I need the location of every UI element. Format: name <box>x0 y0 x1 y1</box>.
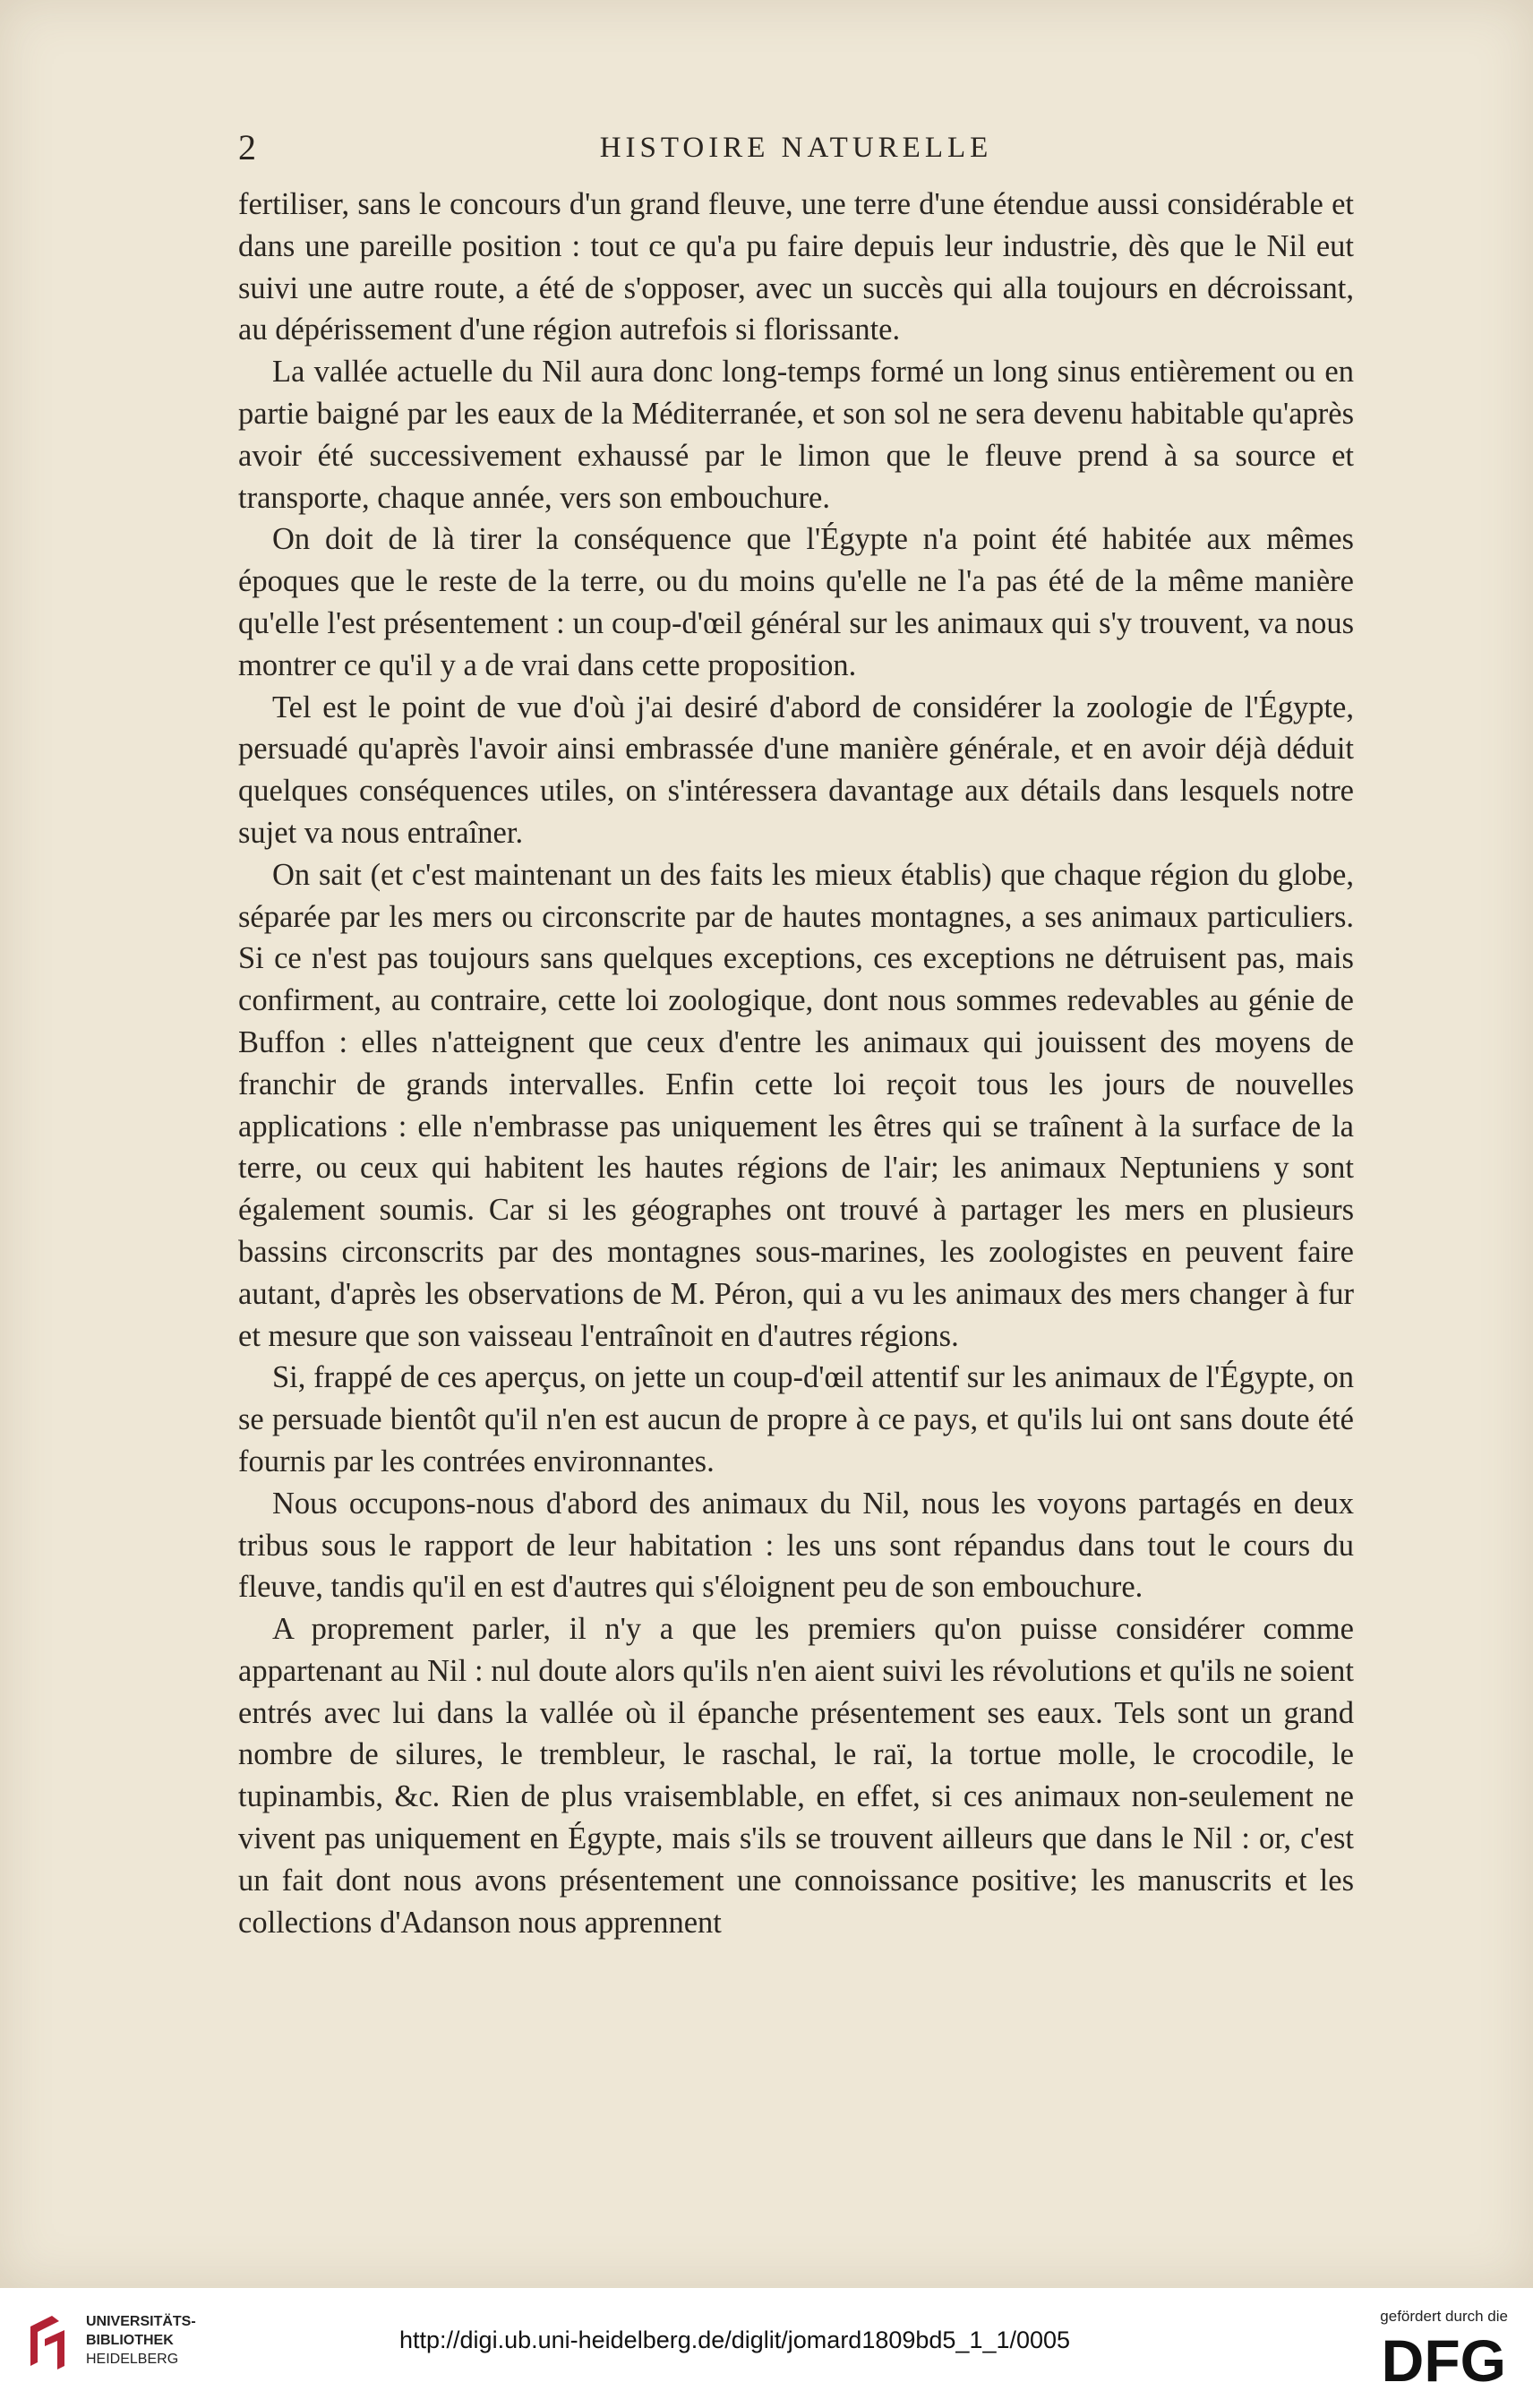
library-name-line-1: UNIVERSITÄTS- <box>86 2314 196 2329</box>
funder-credit <box>1329 2308 1508 2391</box>
dfg-logo-text: DFG <box>1381 2329 1506 2387</box>
book-bracket-icon <box>25 2312 70 2369</box>
funder-label: gefördert durch die <box>1380 2308 1508 2325</box>
paragraph-3: On doit de là tirer la conséquence que l'Égypte n'a point été habitée aux mêmes époques que le reste de la terre, ou du moins qu'elle ne l'a pas été de la même manière qu'elle l'est présentement : un coup-d'œil général sur les animaux qui s'y trouvent, va nous montrer ce qu'il y a de vrai dans cette proposition. <box>238 522 1354 682</box>
dfg-logo <box>1356 2329 1508 2387</box>
library-name-line-2: BIBLIOTHEK <box>86 2333 174 2348</box>
paragraph-5: On sait (et c'est maintenant un des faits les mieux établis) que chaque région du globe, séparée par les mers ou circonscrite par de hautes montagnes, a ses animaux particuliers. Si ce n'est pas toujours sans quelques exceptions, ces exceptions ne détruisent pas, mais confirment, au contraire, cette loi zoologique, dont nous sommes redevables au génie de Buffon : elles n'atteignent que ceux d'entre les animaux qui jouissent des moyens de franchir de grands intervalles. Enfin cette loi reçoit tous les jours de nouvelles applications : elle n'embrasse pas uniquement les êtres qui se traînent à la surface de la terre, ou ceux qui habitent les hautes régions de l'air; les animaux Neptuniens y sont également soumis. Car si les géographes ont trouvé à partager les mers en plusieurs bassins circonscrits par des montagnes sous-marines, les zoologistes en peuvent faire autant, d'après les observations de M. Péron, qui a vu les animaux des mers changer à fur et mesure que son vaisseau l'entraînoit en d'autres régions. <box>238 857 1354 1353</box>
paragraph-2: La vallée actuelle du Nil aura donc long-temps formé un long sinus entièrement ou en partie baigné par les eaux de la Méditerranée, et son sol ne sera devenu habitable qu'après avoir été successivement exhaussé par le limon que le fleuve prend à sa source et transporte, chaque année, vers son embouchure. <box>238 355 1354 515</box>
paragraph-8: A proprement parler, il n'y a que les premiers qu'on puisse considérer comme appartenant au Nil : nul doute alors qu'ils n'en aient suivi les révolutions et qu'ils ne soient entrés avec lui dans la vallée où il épanche présentement ses eaux. Tels sont un grand nombre de silures, le trembleur, le raschal, le raï, la tortue molle, le crocodile, le tupinambis, &c. Rien de plus vraisemblable, en effet, si ces animaux non-seulement ne vivent pas uniquement en Égypte, mais s'ils se trouvent ailleurs que dans le Nil : or, c'est un fait dont nous avons présentement une connoissance positive; les manuscrits et les collections d'Adanson nous apprennent <box>238 1612 1354 1940</box>
body-text <box>238 184 1354 1943</box>
library-name-line-3: HEIDELBERG <box>86 2352 179 2367</box>
paragraph-7: Nous occupons-nous d'abord des animaux du Nil, nous les voyons partagés en deux tribus sous le rapport de leur habitation : les uns sont répandus dans tout le cours du fleuve, tandis qu'il en est d'autres qui s'éloignent peu de son embouchure. <box>238 1486 1354 1605</box>
paragraph-4: Tel est le point de vue d'où j'ai desiré d'abord de considérer la zoologie de l'Égypte, persuadé qu'après l'avoir ainsi embrassée d'une manière générale, et en avoir déjà déduit quelques conséquences utiles, on s'intéressera davantage aux détails dans lesquels notre sujet va nous entraîner. <box>238 690 1354 850</box>
page-number: 2 <box>238 127 256 167</box>
permalink-url[interactable]: http://digi.ub.uni-heidelberg.de/diglit/jomard1809bd5_1_1/0005 <box>399 2327 1071 2353</box>
paragraph-6: Si, frappé de ces aperçus, on jette un coup-d'œil attentif sur les animaux de l'Égypte, on se persuade bientôt qu'il n'en est aucun de propre à ce pays, et qu'ils lui ont sans doute été fournis par les contrées environnantes. <box>238 1360 1354 1478</box>
digitization-footer <box>0 2288 1533 2408</box>
page-header <box>238 125 1354 170</box>
paragraph-1: fertiliser, sans le concours d'un grand fleuve, une terre d'une étendue aussi considérable et dans une pareille position : tout ce qu'a pu faire depuis leur industrie, dès que le Nil eut suivi une autre route, a été de s'opposer, avec un succès qui alla toujours en décroissant, au dépérissement d'une région autrefois si florissante. <box>238 187 1354 347</box>
library-name <box>86 2312 196 2369</box>
running-title: HISTOIRE NATURELLE <box>599 132 993 164</box>
